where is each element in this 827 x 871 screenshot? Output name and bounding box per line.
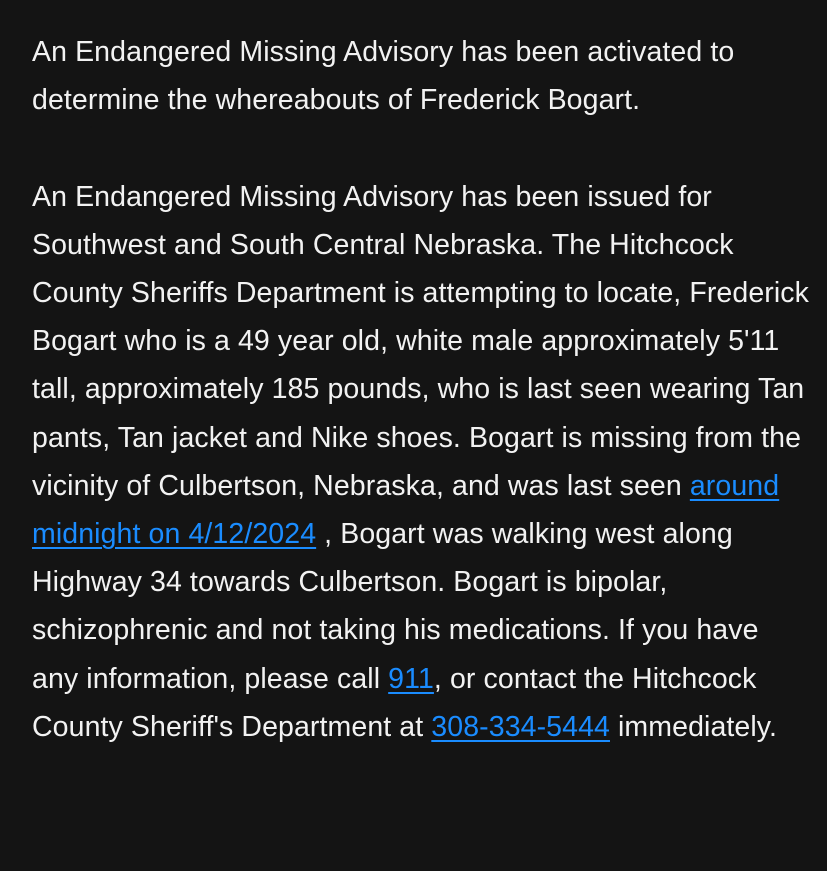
phone-number-link[interactable]: 308-334-5444 bbox=[431, 710, 610, 743]
intro-paragraph: An Endangered Missing Advisory has been activated to determine the whereabouts of Frederick Bogart. bbox=[32, 36, 735, 117]
date-link[interactable]: around midnight on 4/12/2024 bbox=[32, 469, 780, 551]
details-text-2: , Bogart was walking west along Highway 34 towards Culbertson. Bogart is bipolar, schizophrenic and not taking his medications. If you have any information, please call bbox=[32, 518, 759, 695]
advisory-details-paragraph bbox=[32, 173, 812, 751]
details-text-4: immediately. bbox=[609, 710, 778, 743]
details-text-3: , or contact the Hitchcock County Sheriff's Department at bbox=[32, 662, 757, 743]
details-text-1: An Endangered Missing Advisory has been issued for Southwest and South Central Nebraska. The Hitchcock County Sheriffs Department is attempting to locate, Frederick Bogart who is a 49 year old, white male approximately 5'11 tall, approximately 185 pounds, who is last seen wearing Tan pants, Tan jacket and Nike shoes. Bogart is missing from the vicinity of Culbertson, Nebraska, and was last seen bbox=[32, 180, 810, 502]
advisory-message bbox=[32, 28, 812, 751]
paragraph-gap bbox=[32, 124, 812, 172]
emergency-number-link[interactable]: 911 bbox=[388, 662, 434, 695]
